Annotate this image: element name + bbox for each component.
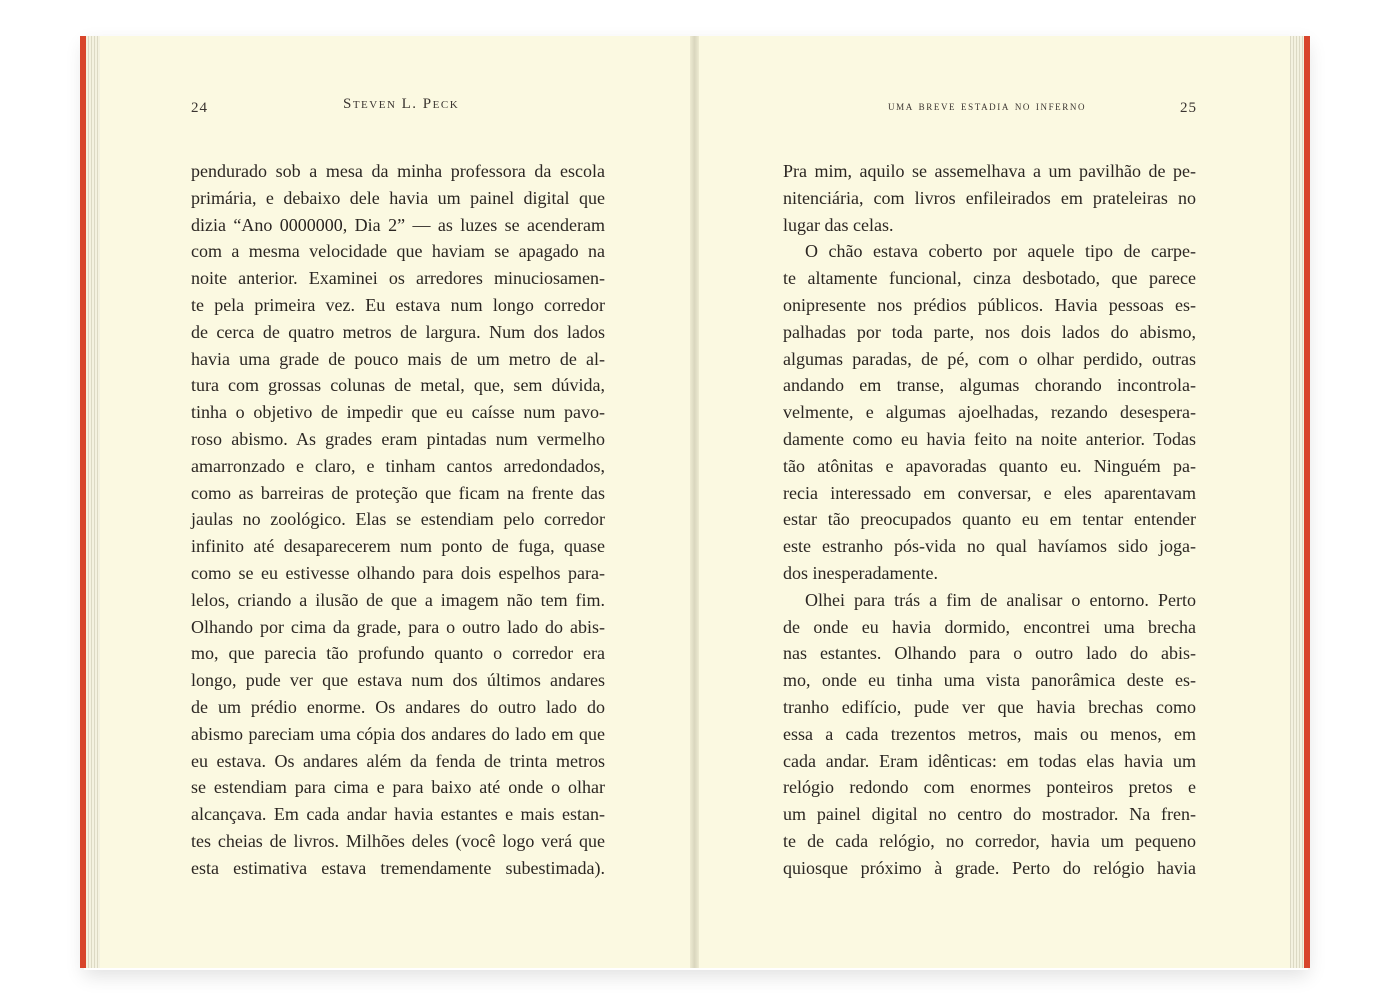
text-line: tes cheias de livros. Milhões deles (você logo verá que	[191, 830, 605, 851]
text-line: mo, onde eu tinha uma vista panorâmica deste es-	[783, 670, 1196, 691]
text-line: palhadas por toda parte, nos dois lados do abismo,	[783, 321, 1196, 342]
text-line: tão atônitas e apavoradas quanto eu. Ninguém pa-	[783, 455, 1196, 476]
text-line: esta estimativa estava tremendamente subestimada).	[191, 857, 605, 878]
text-line: alcançava. Em cada andar havia estantes e mais estan-	[191, 804, 605, 825]
text-line: dizia “Ano 0000000, Dia 2” — as luzes se acenderam	[191, 214, 605, 235]
text-line: nitenciária, com livros enfileirados em prateleiras no	[783, 187, 1196, 208]
text-line: cada andar. Eram idênticas: em todas elas havia um	[783, 750, 1196, 771]
text-line: damente como eu havia feito na noite anterior. Todas	[783, 428, 1196, 449]
text-line: jaulas no zoológico. Elas se estendiam pelo corredor	[191, 509, 605, 530]
text-line: se estendiam para cima e para baixo até onde o olhar	[191, 777, 605, 798]
text-line: relógio redondo com enormes ponteiros pretos e	[783, 777, 1196, 798]
running-head-title: uma breve estadia no inferno	[888, 98, 1087, 113]
body-text	[783, 158, 1196, 882]
text-line: nas estantes. Olhando para o outro lado do abis-	[783, 643, 1196, 664]
text-line: Pra mim, aquilo se assemelhava a um pavilhão de pe-	[783, 161, 1196, 181]
text-line: velmente, e algumas ajoelhadas, rezando desespera-	[783, 402, 1196, 423]
text-line: onipresente nos prédios públicos. Havia pessoas es-	[783, 294, 1196, 315]
right-page-stack	[1290, 36, 1304, 968]
body-text	[191, 158, 605, 882]
text-line: quiosque próximo à grade. Perto do relógio havia	[783, 857, 1196, 878]
text-line: de um prédio enorme. Os andares do outro lado do	[191, 696, 605, 717]
text-line: pendurado sob a mesa da minha professora da escola	[191, 161, 605, 181]
text-line: primária, e debaixo dele havia um painel digital que	[191, 187, 605, 208]
text-line: tura com grossas colunas de metal, que, sem dúvida,	[191, 375, 605, 396]
text-line: havia uma grade de pouco mais de um metro de al-	[191, 348, 605, 369]
text-line: te altamente funcional, cinza desbotado, que parece	[783, 268, 1196, 289]
text-line: te pela primeira vez. Eu estava num longo corredor	[191, 294, 605, 315]
text-line: estar tão preocupados quanto eu em tentar entender	[783, 509, 1196, 530]
text-line: com a mesma velocidade que haviam se apagado na	[191, 241, 605, 262]
text-line: de onde eu havia dormido, encontrei uma brecha	[783, 616, 1196, 637]
text-line: abismo pareciam uma cópia dos andares do lado em que	[191, 723, 605, 744]
text-line: este estranho pós-vida no qual havíamos sido joga-	[783, 536, 1196, 557]
text-line: lelos, criando a ilusão de que a imagem não tem fim.	[191, 589, 605, 610]
text-line: roso abismo. As grades eram pintadas num vermelho	[191, 428, 605, 449]
page-number: 24	[191, 100, 208, 116]
text-line: Olhei para trás a fim de analisar o entorno. Perto	[805, 589, 1196, 610]
page-number: 25	[1180, 100, 1197, 116]
text-line: Olhando por cima da grade, para o outro lado do abis-	[191, 616, 605, 637]
text-line: te de cada relógio, no corredor, havia um pequeno	[783, 830, 1196, 851]
text-line: um painel digital no centro do mostrador. Na fren-	[783, 804, 1196, 825]
text-line: infinito até desaparecerem num ponto de fuga, quase	[191, 536, 605, 557]
running-head-author: Steven L. Peck	[343, 96, 460, 112]
text-line: dos inesperadamente.	[783, 562, 938, 583]
text-line: mo, que parecia tão profundo quanto o corredor era	[191, 643, 605, 664]
text-line: amarronzado e claro, e tinham cantos arredondados,	[191, 455, 605, 476]
text-line: lugar das celas.	[783, 214, 894, 235]
right-page	[699, 36, 1290, 968]
text-line: como as barreiras de proteção que ficam na frente das	[191, 482, 605, 503]
text-line: noite anterior. Examinei os arredores minuciosamen-	[191, 268, 605, 289]
text-line: andando em transe, algumas chorando incontrola-	[783, 375, 1196, 396]
text-line: recia interessado em conversar, e eles aparentavam	[783, 482, 1196, 503]
text-line: algumas paradas, de pé, com o olhar perdido, outras	[783, 348, 1196, 369]
right-page-edge	[1304, 36, 1310, 968]
left-page	[100, 36, 690, 968]
text-line: essa a cada trezentos metros, mais ou menos, em	[783, 723, 1196, 744]
text-line: eu estava. Os andares além da fenda de trinta metros	[191, 750, 605, 771]
gutter	[690, 36, 699, 968]
text-line: de cerca de quatro metros de largura. Num dos lados	[191, 321, 605, 342]
text-line: como se eu estivesse olhando para dois espelhos para-	[191, 562, 605, 583]
text-line: tranho edifício, pude ver que havia brechas como	[783, 696, 1196, 717]
left-page-stack	[86, 36, 100, 968]
text-line: tinha o objetivo de impedir que eu caísse num pavo-	[191, 402, 605, 423]
text-line: O chão estava coberto por aquele tipo de carpe-	[805, 241, 1196, 262]
text-line: longo, pude ver que estava num dos últimos andares	[191, 670, 605, 691]
